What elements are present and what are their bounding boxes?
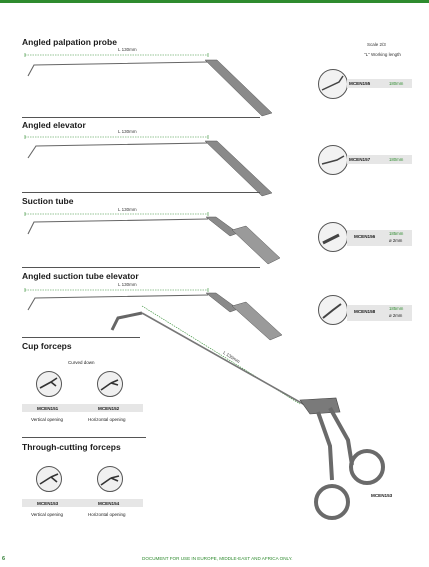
section-title-suction-elevator: Angled suction tube elevator (22, 271, 139, 281)
probe-length-label: L 130mm (118, 47, 137, 52)
suction-elevator-spec-diameter: ø 2mm (389, 313, 403, 318)
elevator-length-label: L 130mm (118, 129, 137, 134)
large-forceps-code: MCEN153 (371, 493, 393, 498)
working-length-note: "L" Working length (364, 52, 401, 57)
suction-code: MCEN156 (354, 234, 376, 239)
elevator-code: MCEN157 (349, 157, 371, 162)
cup-forceps-vertical-zoom (36, 371, 62, 397)
through-cutting-caption-1: Vertical opening (31, 512, 64, 517)
probe-spec: 180mm (389, 81, 404, 86)
elevator-spec: 180mm (389, 157, 404, 162)
section-title-elevator: Angled elevator (22, 120, 86, 130)
through-cutting-vertical-zoom (36, 466, 62, 492)
section-title-through-cutting: Through-cutting forceps (22, 442, 121, 452)
through-cutting-code-1: MCEN153 (37, 501, 59, 506)
divider-4 (22, 337, 140, 338)
probe-code: MCEN155 (349, 81, 371, 86)
suction-spec-length: 185mm (389, 231, 404, 236)
suction-elevator-code: MCEN158 (354, 309, 376, 314)
cup-forceps-code-2: MCEN152 (98, 406, 120, 411)
cup-forceps-subtitle: Curved down (68, 360, 95, 365)
suction-elevator-length-label: L 130mm (118, 282, 137, 287)
large-forceps-length-label: L 130mm (222, 350, 241, 365)
through-cutting-caption-2: Horizontal opening (88, 512, 126, 517)
cup-forceps-caption-2: Horizontal opening (88, 417, 126, 422)
section-title-suction: Suction tube (22, 196, 74, 206)
scale-label: Scale 2/3 (367, 42, 386, 47)
divider-5 (22, 437, 146, 438)
section-title-cup-forceps: Cup forceps (22, 341, 72, 351)
suction-elevator-spec-length: 185mm (389, 306, 404, 311)
cup-forceps-caption-1: Vertical opening (31, 417, 64, 422)
cup-forceps-code-1: MCEN151 (37, 406, 59, 411)
suction-length-label: L 130mm (118, 207, 137, 212)
through-cutting-code-2: MCEN154 (98, 501, 120, 506)
page-number: 6 (2, 556, 6, 562)
suction-spec-diameter: ø 2mm (389, 238, 403, 243)
through-cutting-horizontal-zoom (97, 466, 123, 492)
section-title-probe: Angled palpation probe (22, 37, 117, 47)
cup-forceps-horizontal-zoom (97, 371, 123, 397)
footer-disclaimer: DOCUMENT FOR USE IN EUROPE, MIDDLE-EAST AND AFRICA ONLY. (142, 556, 293, 561)
